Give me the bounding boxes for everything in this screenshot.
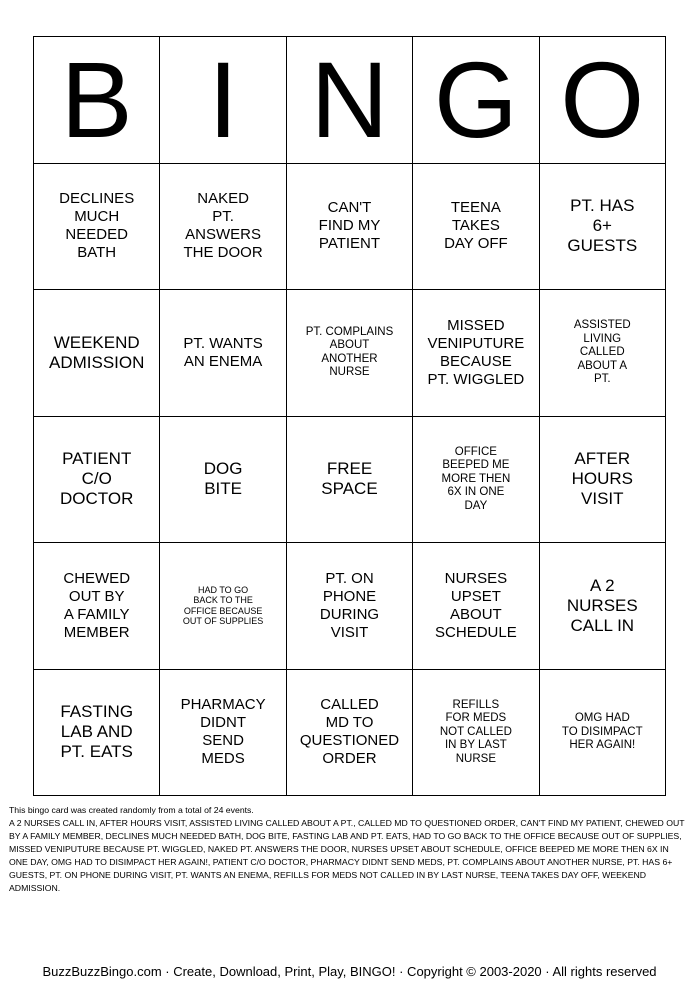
cell-text: PT. ON PHONE DURING VISIT: [319, 569, 380, 641]
bingo-cell: [160, 670, 286, 797]
bingo-cell: [34, 164, 160, 291]
bingo-cell: [540, 543, 666, 670]
header-cell-b: [34, 37, 160, 164]
bingo-cell: [34, 543, 160, 670]
bingo-cell: [287, 543, 413, 670]
info-summary: This bingo card was created randomly from a total of 24 events.: [9, 805, 254, 815]
cell-text: CAN'T FIND MY PATIENT: [318, 199, 381, 253]
bingo-cell: [413, 290, 539, 417]
cell-text: WEEKEND ADMISSION: [48, 332, 145, 372]
header-letter: N: [310, 38, 389, 160]
header-cell-i: [160, 37, 286, 164]
bingo-cell: [540, 417, 666, 544]
bingo-cell: [160, 290, 286, 417]
bingo-cell: [34, 670, 160, 797]
bingo-cell: [34, 290, 160, 417]
bingo-cell: [287, 164, 413, 291]
header-letter: G: [433, 38, 518, 160]
header-letter: I: [208, 38, 239, 160]
header-letter: B: [60, 38, 133, 160]
header-cell-o: [540, 37, 666, 164]
bingo-cell: [413, 164, 539, 291]
bingo-cell: [413, 543, 539, 670]
cell-text: MISSED VENIPUTURE BECAUSE PT. WIGGLED: [427, 316, 525, 388]
cell-text: PT. COMPLAINS ABOUT ANOTHER NURSE: [305, 325, 394, 379]
cell-text: CHEWED OUT BY A FAMILY MEMBER: [63, 569, 131, 641]
card-info: [9, 804, 689, 895]
cell-text: CALLED MD TO QUESTIONED ORDER: [299, 696, 400, 768]
cell-text: PHARMACY DIDNT SEND MEDS: [180, 696, 266, 768]
cell-text: DOG BITE: [203, 459, 243, 499]
header-cell-g: [413, 37, 539, 164]
cell-text: DECLINES MUCH NEEDED BATH: [59, 190, 135, 262]
bingo-card: [33, 36, 666, 796]
event-list: A 2 NURSES CALL IN, AFTER HOURS VISIT, ASSISTED LIVING CALLED ABOUT A PT., CALLED MD TO QUESTIONED ORDER, CAN'T FIND MY PATIENT, CHEWED OUT BY A FAMILY MEMBER, DECLINES MUCH NEEDED BATH, DOG BITE, FASTING LAB AND PT. EATS, HAD TO GO BACK TO THE OFFICE BECAUSE OUT OF SUPPLIES, MISSED VENIPUTURE BECAUSE PT. WIGGLED, NAKED PT. ANSWERS THE DOOR, NURSES UPSET ABOUT SCHEDULE, OFFICE BEEPED ME MORE THEN 6X IN ONE DAY, OMG HAD TO DISIMPACT HER AGAIN!, PATIENT C/O DOCTOR, PHARMACY DIDNT SEND MEDS, PT. COMPLAINS ABOUT ANOTHER NURSE, PT. HAS 6+ GUESTS, PT. ON PHONE DURING VISIT, PT. WANTS AN ENEMA, REFILLS FOR MEDS NOT CALLED IN BY LAST NURSE, TEENA TAKES DAY OFF, WEEKEND ADMISSION.: [9, 818, 685, 893]
cell-text: A 2 NURSES CALL IN: [566, 575, 638, 635]
cell-text: FASTING LAB AND PT. EATS: [60, 702, 134, 762]
bingo-cell: [160, 164, 286, 291]
cell-text: NAKED PT. ANSWERS THE DOOR: [183, 190, 263, 262]
cell-text: PT. HAS 6+ GUESTS: [567, 196, 638, 256]
cell-text: HAD TO GO BACK TO THE OFFICE BECAUSE OUT OF SUPPLIES: [182, 584, 264, 627]
cell-text: FREE SPACE: [321, 459, 378, 499]
bingo-cell: [413, 670, 539, 797]
bingo-cell: [160, 543, 286, 670]
bingo-cell: [287, 670, 413, 797]
cell-text: OFFICE BEEPED ME MORE THEN 6X IN ONE DAY: [441, 445, 511, 512]
free-space-cell: [287, 417, 413, 544]
header-cell-n: [287, 37, 413, 164]
bingo-cell: [540, 164, 666, 291]
bingo-cell: [540, 670, 666, 797]
site-footer: BuzzBuzzBingo.com · Create, Download, Print, Play, BINGO! · Copyright © 2003-2020 · All rights reserved: [42, 964, 657, 979]
cell-text: REFILLS FOR MEDS NOT CALLED IN BY LAST NURSE: [439, 698, 512, 765]
bingo-cell: [540, 290, 666, 417]
cell-text: PT. WANTS AN ENEMA: [183, 334, 263, 370]
cell-text: TEENA TAKES DAY OFF: [444, 199, 508, 253]
bingo-cell: [34, 417, 160, 544]
bingo-cell: [413, 417, 539, 544]
cell-text: ASSISTED LIVING CALLED ABOUT A PT.: [573, 319, 631, 385]
cell-text: PATIENT C/O DOCTOR: [60, 449, 134, 509]
header-letter: O: [560, 38, 645, 160]
bingo-cell: [160, 417, 286, 544]
cell-text: NURSES UPSET ABOUT SCHEDULE: [435, 569, 517, 641]
cell-text: AFTER HOURS VISIT: [571, 449, 633, 509]
bingo-cell: [287, 290, 413, 417]
cell-text: OMG HAD TO DISIMPACT HER AGAIN!: [561, 712, 643, 751]
